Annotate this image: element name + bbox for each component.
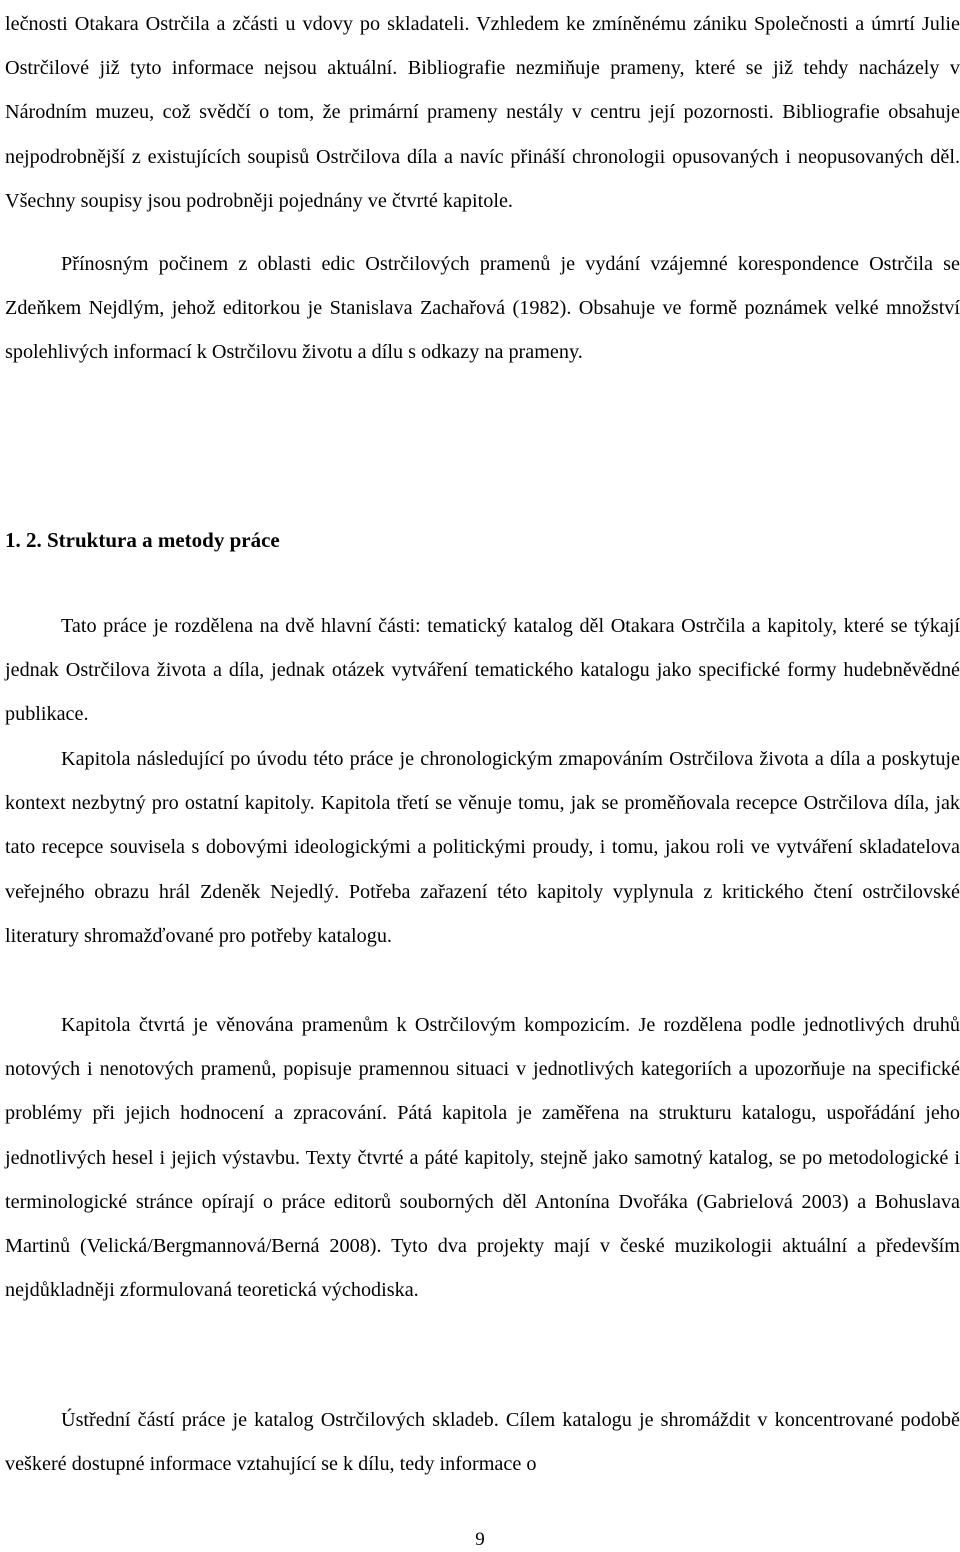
section-heading: 1. 2. Struktura a metody práce [5,528,280,552]
body-paragraph: lečnosti Otakara Ostrčila a zčásti u vdovy po skladateli. Vzhledem ke zmíněnému zániku Společnosti a úmrtí Julie Ostrčilové již tyto informace nejsou aktuální. Bibliografie nezmiňuje prameny, které se již tehdy nacházely v Národním muzeu, což svědčí o tom, že primární prameny nestály v centru její pozornosti. Bibliografie obsahuje nejpodrobnější z existujících soupisů Ostrčilova díla a navíc přináší chronologii opusovaných i neopusovaných děl. Všechny soupisy jsou podrobněji pojednány ve čtvrté kapitole. [5,13,960,212]
section-paragraph: Ústřední částí práce je katalog Ostrčilových skladeb. Cílem katalogu je shromáždit v koncentrované podobě veškeré dostupné informace vztahující se k dílu, tedy informace o [5,1409,960,1476]
body-paragraph: Přínosným počinem z oblasti edic Ostrčilových pramenů je vydání vzájemné korespondence Ostrčila se Zdeňkem Nejdlým, jehož editorkou je Stanislava Zachařová (1982). Obsahuje ve formě poznámek velké množství spolehlivých informací k Ostrčilovu životu a dílu s odkazy na prameny. [5,253,960,364]
section-paragraph: Kapitola čtvrtá je věnována pramenům k Ostrčilovým kompozicím. Je rozdělena podle jednotlivých druhů notových i nenotových pramenů, popisuje pramennou situaci v jednotlivých kategoriích a upozorňuje na specifické problémy při jejich hodnocení a zpracování. Pátá kapitola je zaměřena na strukturu katalogu, uspořádání jeho jednotlivých hesel i jejich výstavbu. Texty čtvrté a páté kapitoly, stejně jako samotný katalog, se po metodologické i terminologické stránce opírají o práce editorů souborných děl Antonína Dvořáka (Gabrielová 2003) a Bohuslava Martinů (Velická/Bergmannová/Berná 2008). Tyto dva projekty mají v české muzikologii aktuální a především nejdůkladněji zformulovaná teoretická východiska. [5,1014,960,1302]
section-paragraph: Tato práce je rozdělena na dvě hlavní části: tematický katalog děl Otakara Ostrčila a kapitoly, které se týkají jednak Ostrčilova života a díla, jednak otázek vytváření tematického katalogu jako specifické formy hudebněvědné publikace. [5,615,960,726]
page-number: 9 [475,1529,485,1550]
section-paragraph: Kapitola následující po úvodu této práce je chronologickým zmapováním Ostrčilova života a díla a poskytuje kontext nezbytný pro ostatní kapitoly. Kapitola třetí se věnuje tomu, jak se proměňovala recepce Ostrčilova díla, jak tato recepce souvisela s dobovými ideologickými a politickými proudy, i tomu, jakou roli ve vytváření skladatelova veřejného obrazu hrál Zdeněk Nejedlý. Potřeba zařazení této kapitoly vyplynula z kritického čtení ostrčilovské literatury shromažďované pro potřeby katalogu. [5,748,960,947]
